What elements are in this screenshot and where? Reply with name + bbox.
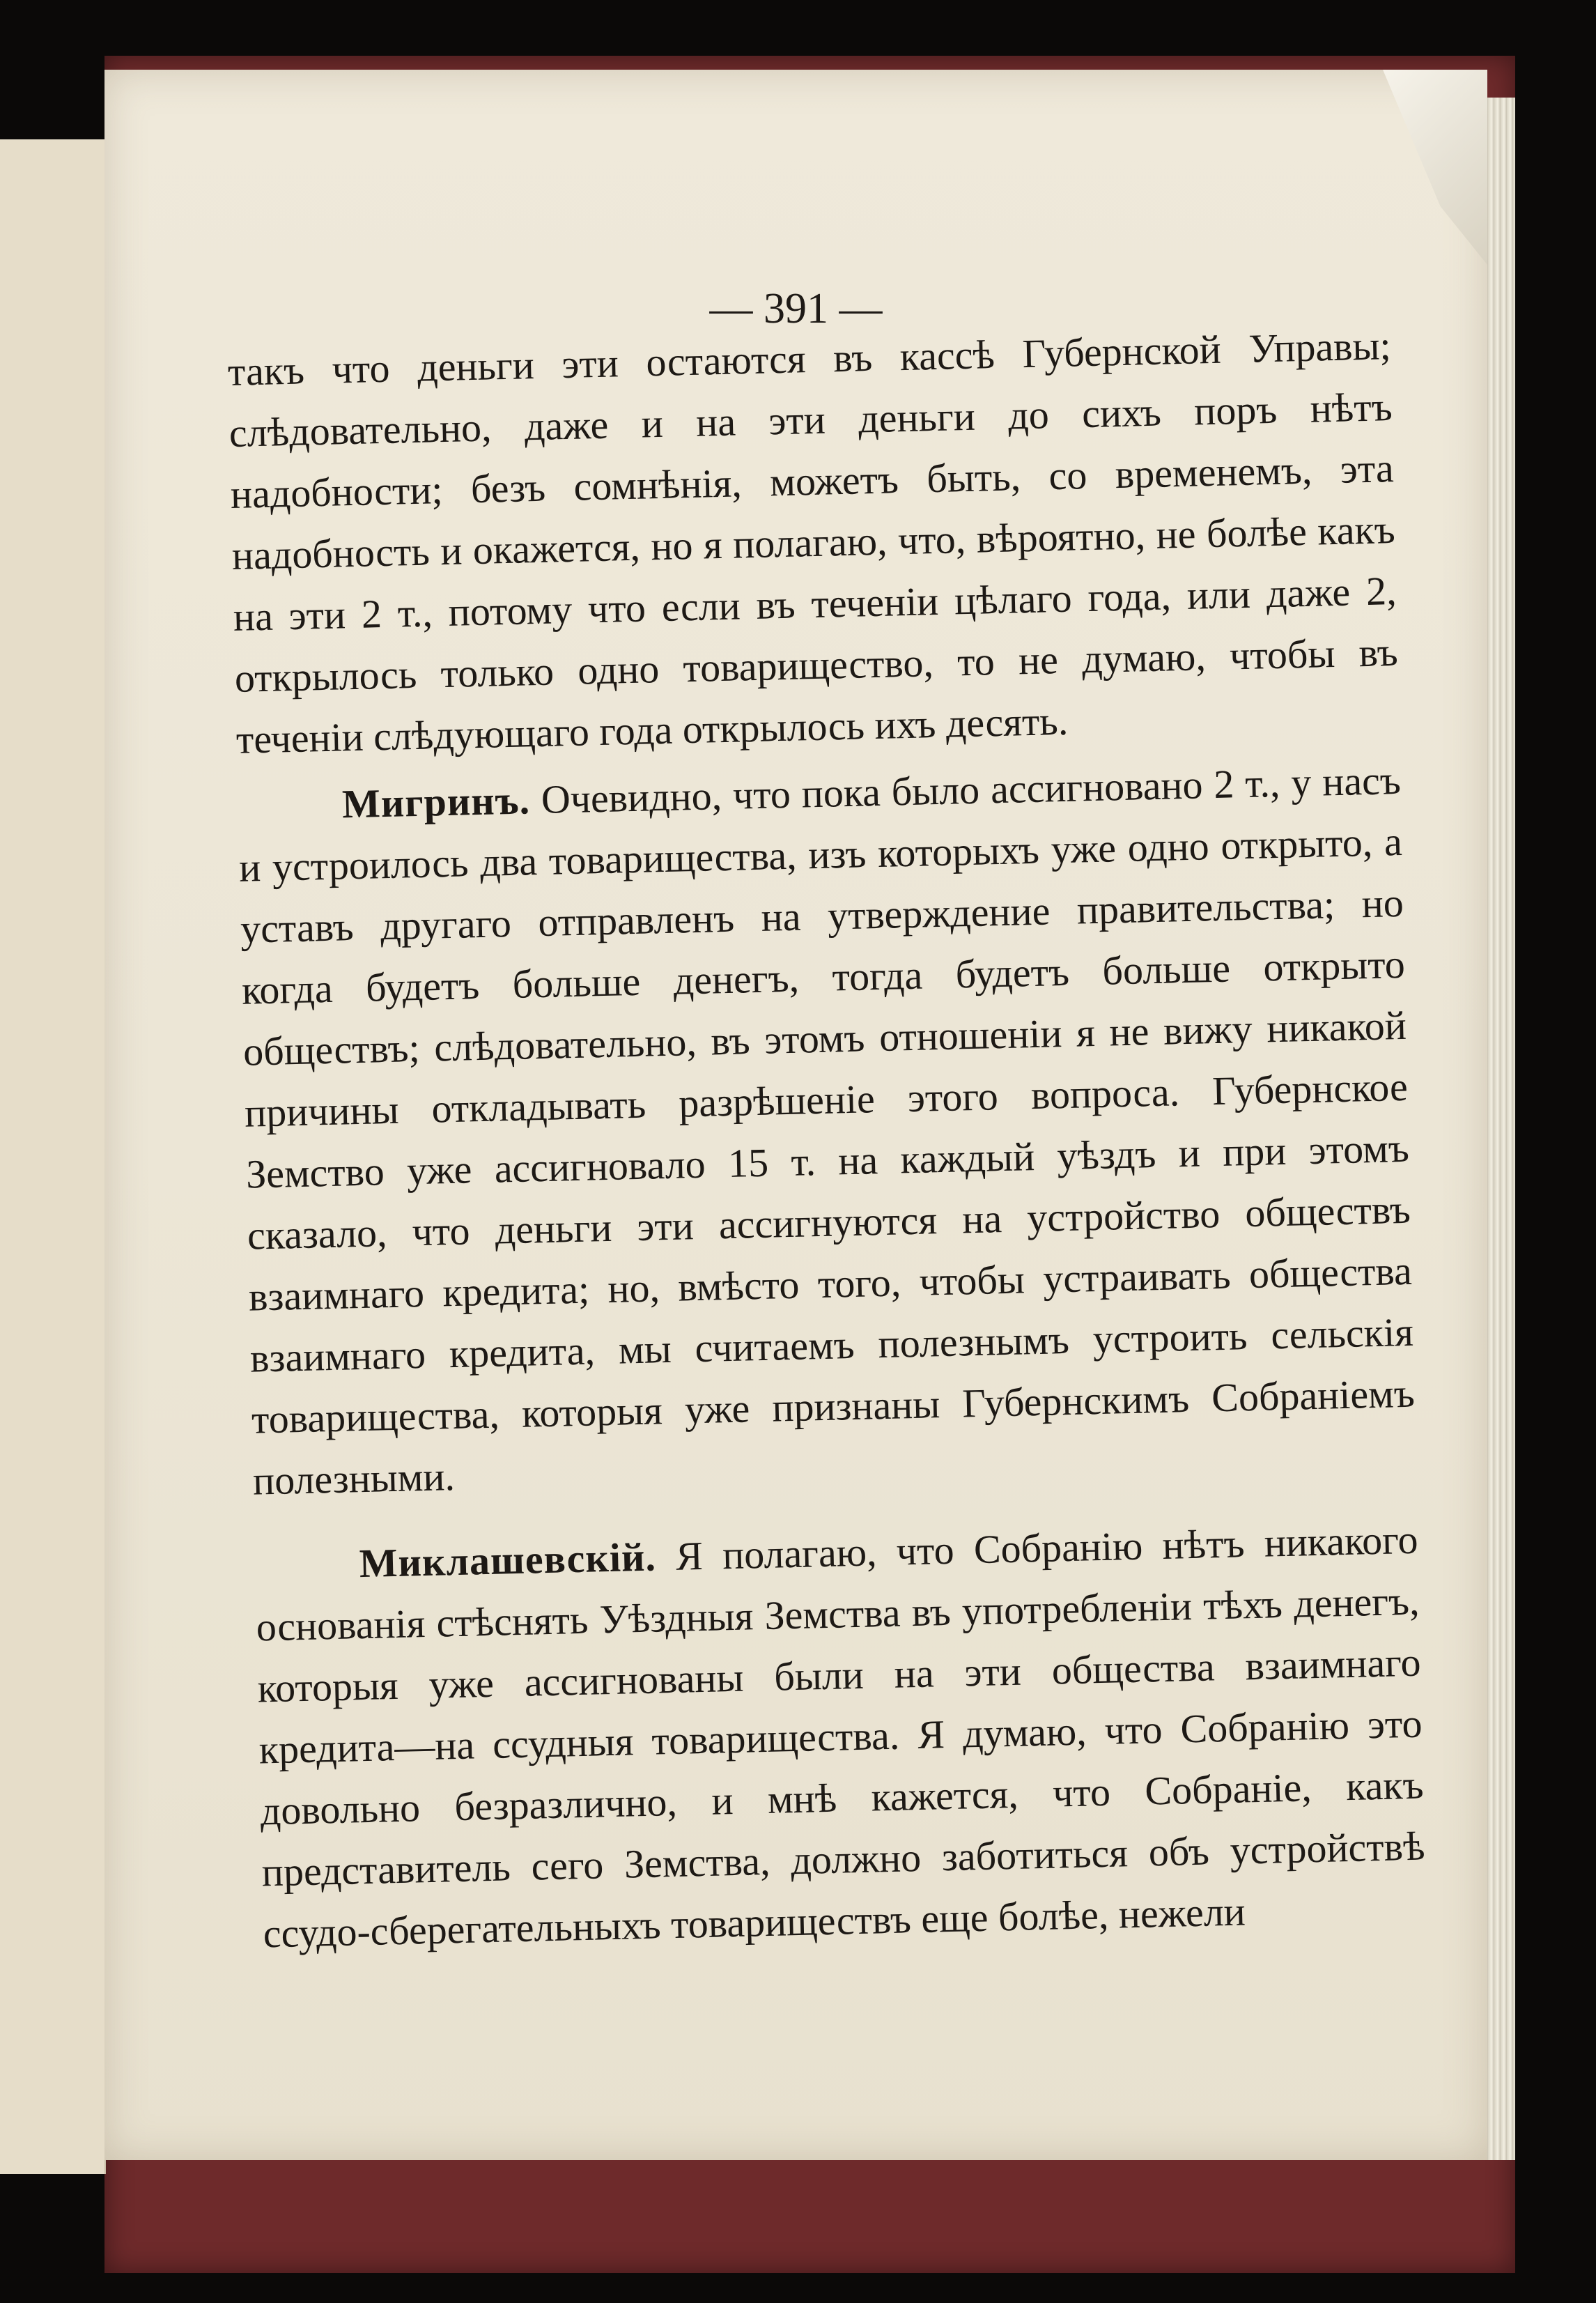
- page-text: [227, 315, 1427, 1964]
- facing-page-edge: [0, 139, 106, 2174]
- paragraph-text: Очевидно, что пока было ассигновано 2 т., у насъ и устроилось два товарищества, изъ которыхъ уже одно открыто, а уставъ другаго отправленъ на утверждение правительства; но когда будетъ больше денегъ, тогда будетъ больше открыто обществъ; слѣдовательно, въ этомъ отношеніи я не вижу никакой причины откладывать разрѣшеніе этого вопроса. Губернское Земство уже ассигновало 15 т. на каждый уѣздъ и при этомъ сказало, что деньги эти ассигнуются на устройство обществъ взаимнаго кредита; но, вмѣсто того, чтобы устраивать общества взаимнаго кредита, мы считаемъ полезнымъ устроить сельскія товарищества, которыя уже признаны Губернскимъ Собраніемъ полезными.: [238, 757, 1416, 1504]
- speaker-name: Миклашевскій.: [359, 1534, 657, 1587]
- paragraph: [227, 315, 1400, 771]
- paragraph-text: такъ что деньги эти остаются въ кассѣ Губернской Управы; слѣдовательно, даже и на эти деньги до сихъ поръ нѣтъ надобности; безъ сомнѣнія, можетъ быть, со временемъ, эта надобность и окажется, но я полагаю, что, вѣроятно, не болѣе какъ на эти 2 т., потому что если въ теченіи цѣлаго года, или даже 2, открылось только одно товарищество, то не думаю, чтобы въ теченіи слѣдующаго года открылось ихъ десять.: [227, 323, 1399, 762]
- paragraph: [254, 1509, 1427, 1965]
- paragraph: [237, 750, 1417, 1512]
- speaker-name: Мигринъ.: [341, 777, 531, 827]
- page-number: — 391 —: [709, 285, 883, 332]
- paragraph-text: Я полагаю, что Собранію нѣтъ никакого основанія стѣснять Уѣздныя Земства въ употребленіи тѣхъ денегъ, которыя уже ассигнованы были на эти общества взаимнаго кредита—на ссудныя товарищества. Я думаю, что Собранію это довольно безразлично, и мнѣ кажется, что Собраніе, какъ представитель сего Земства, должно заботиться объ устройствѣ ссудо-сберегательныхъ товариществъ еще болѣе, нежели: [256, 1516, 1426, 1957]
- book-page: [104, 70, 1487, 2160]
- folded-corner: [1383, 70, 1487, 265]
